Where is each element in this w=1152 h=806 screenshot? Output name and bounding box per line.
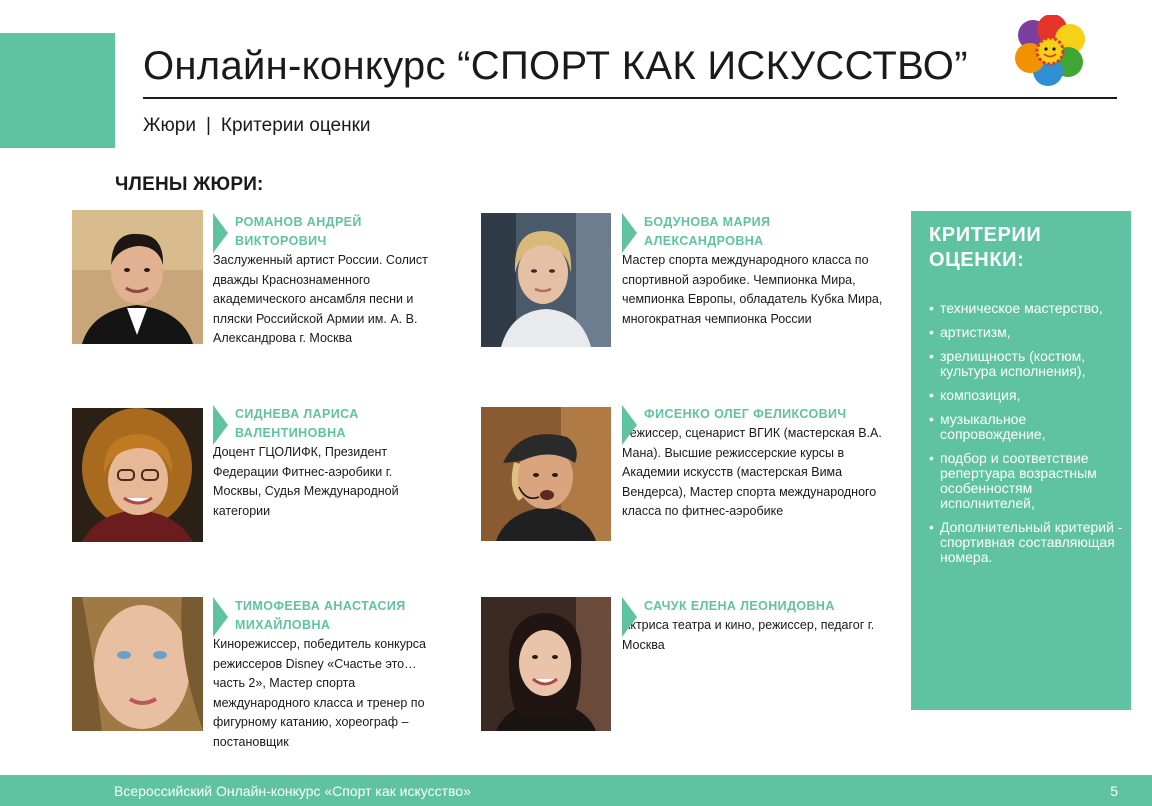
- jury-photo-bodunova: [481, 213, 611, 347]
- breadcrumb-item-jury[interactable]: Жюри: [143, 115, 196, 136]
- jury-member-fisenko: [622, 405, 887, 522]
- title-divider: [143, 97, 1117, 99]
- member-bio: Мастер спорта международного класса по спортивной аэробике. Чемпионка Мира, чемпионка Европы, обладатель Кубка Мира, многократная чемпионка России: [622, 253, 883, 326]
- member-name: РОМАНОВ АНДРЕЙ ВИКТОРОВИЧ: [235, 215, 362, 248]
- footer-text: Всероссийский Онлайн-конкурс «Спорт как искусство»: [114, 783, 471, 799]
- jury-member-timofeeva: [213, 597, 438, 752]
- member-name: БОДУНОВА МАРИЯ АЛЕКСАНДРОВНА: [644, 215, 771, 248]
- criteria-panel: [911, 211, 1131, 710]
- criteria-item: • Дополнительный критерий - спортивная составляющая номера.: [929, 520, 1124, 565]
- criteria-list: [929, 301, 1124, 574]
- triangle-marker-icon: [622, 597, 637, 637]
- jury-photo-sidneva: [72, 408, 203, 542]
- jury-member-sachuk: [622, 597, 887, 655]
- criteria-item: • композиция,: [929, 388, 1124, 403]
- breadcrumb-item-criteria[interactable]: Критерии оценки: [220, 115, 371, 136]
- jury-photo-sachuk: [481, 597, 611, 731]
- member-bio: Доцент ГЦОЛИФК, Президент Федерации Фитнес-аэробики г. Москвы, Судья Международной категории: [213, 445, 399, 518]
- footer-bar: [0, 775, 1152, 806]
- member-bio: Актриса театра и кино, режиссер, педагог г. Москва: [622, 618, 875, 652]
- member-name: СИДНЕВА ЛАРИСА ВАЛЕНТИНОВНА: [235, 407, 359, 440]
- member-bio: Заслуженный артист России. Солист дважды Краснознаменного академического ансамбля песни и пляски Российской Армии им. А. В. Александрова г. Москва: [213, 253, 428, 345]
- triangle-marker-icon: [213, 213, 228, 253]
- criteria-item: • техническое мастерство,: [929, 301, 1124, 316]
- criteria-item: • артистизм,: [929, 325, 1124, 340]
- jury-member-sidneva: [213, 405, 438, 521]
- criteria-item: • подбор и соответствие репертуара возрастным особенностям исполнителей,: [929, 451, 1124, 511]
- criteria-item: • музыкальное сопровождение,: [929, 412, 1124, 442]
- jury-heading: ЧЛЕНЫ ЖЮРИ:: [115, 174, 264, 195]
- criteria-title: КРИТЕРИИ ОЦЕНКИ:: [929, 224, 1042, 271]
- jury-member-bodunova: [622, 213, 887, 329]
- criteria-item: • зрелищность (костюм, культура исполнения),: [929, 349, 1124, 379]
- accent-block: [0, 33, 115, 148]
- page-title: Онлайн-конкурс “СПОРТ КАК ИСКУССТВО”: [143, 44, 968, 88]
- triangle-marker-icon: [622, 405, 637, 445]
- jury-member-romanov: [213, 213, 448, 349]
- page-number: 5: [1110, 783, 1118, 799]
- member-bio: Режиссер, сценарист ВГИК (мастерская В.А. Мана). Высшие режиссерские курсы в Академии искусств (мастерская Вима Вендерса), Мастер спорта международного класса по фитнес-аэробике: [622, 426, 882, 518]
- breadcrumb: [143, 114, 371, 138]
- member-bio: Кинорежиссер, победитель конкурса режиссеров Disney «Счастье это…часть 2», Мастер спорта международного класса и тренер по фигурному катанию, хореограф – постановщик: [213, 637, 427, 749]
- triangle-marker-icon: [622, 213, 637, 253]
- member-name: ФИСЕНКО ОЛЕГ ФЕЛИКСОВИЧ: [644, 407, 847, 421]
- triangle-marker-icon: [213, 405, 228, 445]
- member-name: ТИМОФЕЕВА АНАСТАСИЯ МИХАЙЛОВНА: [235, 599, 406, 632]
- breadcrumb-separator: |: [205, 115, 211, 136]
- festival-logo: [1013, 15, 1087, 87]
- jury-photo-romanov: [72, 210, 203, 344]
- triangle-marker-icon: [213, 597, 228, 637]
- jury-photo-timofeeva: [72, 597, 203, 731]
- member-name: САЧУК ЕЛЕНА ЛЕОНИДОВНА: [644, 599, 835, 613]
- jury-photo-fisenko: [481, 407, 611, 541]
